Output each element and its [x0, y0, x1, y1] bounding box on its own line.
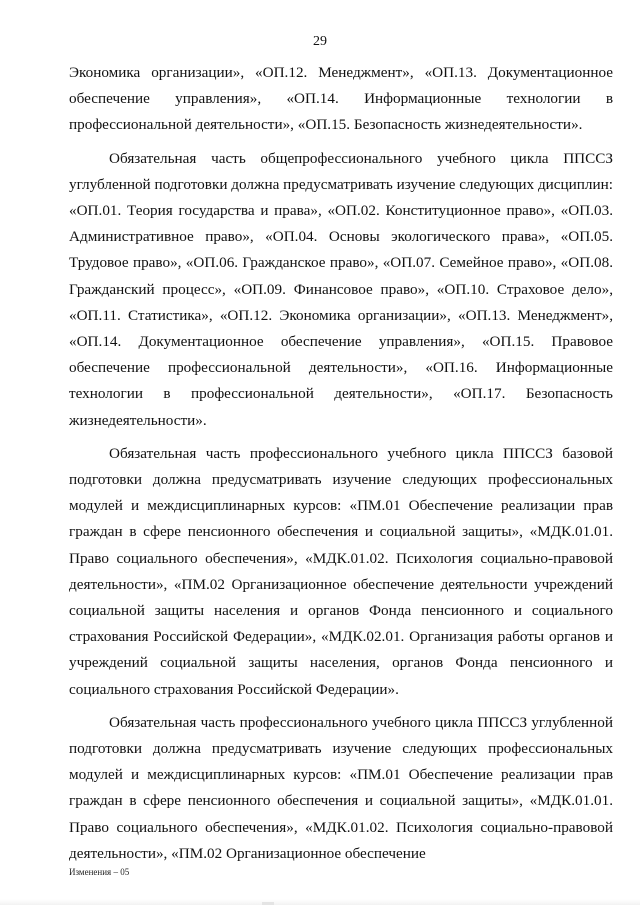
paragraph-continuation: Экономика организации», «ОП.12. Менеджмент», «ОП.13. Документационное обеспечение управления», «ОП.14. Информационные технологии в профессиональной деятельности», «ОП.15. Безопасность жизнедеятельности».: [69, 64, 613, 134]
body-text: [69, 60, 613, 874]
paragraph-professional-cycle-basic: Обязательная часть профессионального учебного цикла ППССЗ базовой подготовки должна предусматривать изучение следующих профессиональных модулей и междисциплинарных курсов: «ПМ.01 Обеспечение реализации прав граждан в сфере пенсионного обеспечения и социальной защиты», «МДК.01.01. Право социального обеспечения», «МДК.01.02. Психология социально-правовой деятельности», «ПМ.02 Организационное обеспечение деятельности учреждений социальной защиты населения и органов Фонда пенсионного и социального страхования Российской Федерации», «МДК.02.01. Организация работы органов и учреждений социальной защиты населения, органов Фонда пенсионного и социального страхования Российской Федерации».: [69, 444, 613, 698]
scan-bottom-edge: [0, 899, 640, 905]
footer-revision-note: Изменения – 05: [69, 867, 130, 877]
paragraph-professional-cycle-advanced: Обязательная часть профессионального учебного цикла ППССЗ углубленной подготовки должна предусматривать изучение следующих профессиональных модулей и междисциплинарных курсов: «ПМ.01 Обеспечение реализации прав граждан в сфере пенсионного обеспечения и социальной защиты», «МДК.01.01. Право социального обеспечения», «МДК.01.02. Психология социально-правовой деятельности», «ПМ.02 Организационное обеспечение: [69, 713, 613, 862]
paragraph-general-professional-cycle: Обязательная часть общепрофессионального учебного цикла ППССЗ углубленной подготовки должна предусматривать изучение следующих дисциплин: «ОП.01. Теория государства и права», «ОП.02. Конституционное право», «ОП.03. Административное право», «ОП.04. Основы экологического права», «ОП.05. Трудовое право», «ОП.06. Гражданское право», «ОП.07. Семейное право», «ОП.08. Гражданский процесс», «ОП.09. Финансовое право», «ОП.10. Страховое дело», «ОП.11. Статистика», «ОП.12. Экономика организации», «ОП.13. Менеджмент», «ОП.14. Документационное обеспечение управления», «ОП.15. Правовое обеспечение профессиональной деятельности», «ОП.16. Информационные технологии в профессиональной деятельности», «ОП.17. Безопасность жизнедеятельности».: [69, 149, 613, 429]
page-number: 29: [313, 34, 327, 49]
